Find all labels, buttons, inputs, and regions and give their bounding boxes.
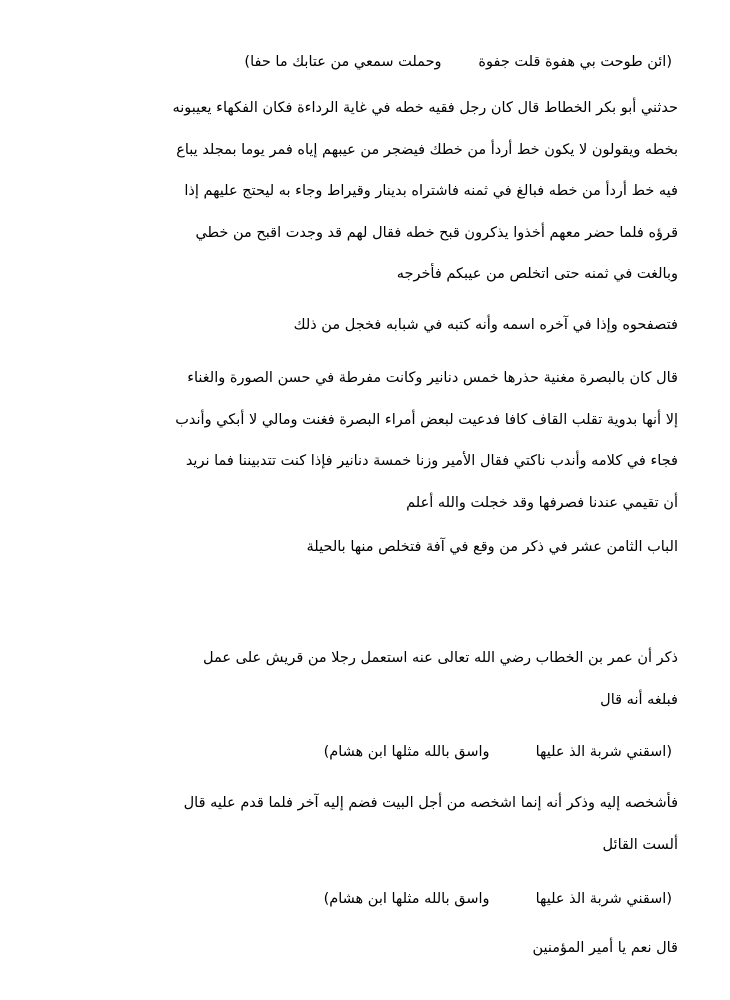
paragraph-umar xyxy=(38,638,678,721)
paragraph-tasaffahuhu xyxy=(38,305,678,347)
paragraph-line: حدثني أبو بكر الخطاط قال كان رجل فقيه خطه في غاية الرداءة فكان الفكهاء يعيبونه xyxy=(172,100,678,116)
paragraph-abu-bakr-khattat xyxy=(38,88,678,296)
chapter-title-text: الباب الثامن عشر في ذكر من وقع في آفة فتخلص منها بالحيلة xyxy=(306,539,678,555)
paragraph-line: قرؤه فلما حضر معهم أخذوا يذكرون قبح خطه فقال لهم قد وجدت اقبح من خطي xyxy=(195,224,678,241)
paragraph-line: فتصفحوه وإذا في آخره اسمه وأنه كتبه في شبابه فخجل من ذلك xyxy=(293,317,678,333)
paragraph-line: أن تقيمي عندنا فصرفها وقد خجلت والله أعلم xyxy=(406,494,678,511)
verse-line-2: (اسقني شربة الذ عليها واسق بالله مثلها ابن هشام) xyxy=(323,744,672,760)
paragraph-line: وبالغت في ثمنه حتى اتخلص من عيبكم فأخرجه xyxy=(396,266,678,282)
paragraph-line: فبلغه أنه قال xyxy=(600,691,678,708)
paragraph-line: فيه خط أردأ من خطه فبالغ في ثمنه فاشتراه بدينار وقيراط وجاء به ليحتج عليهم إذا xyxy=(184,183,678,199)
paragraph-line: إلا أنها بدوية تقلب القاف كافا فدعيت لبعض أمراء البصرة فغنت ومالي لا أبكي وأندب xyxy=(175,411,678,428)
paragraph-line: قال نعم يا أمير المؤمنين xyxy=(532,940,678,956)
paragraph-line: بخطه ويقولون لا يكون خط أردأ من خطك فيضجر من عيبهم إياه فمر يوما بمجلد يباع xyxy=(176,141,678,158)
paragraph-qala-naam xyxy=(38,928,678,970)
paragraph-line: ذكر أن عمر بن الخطاب رضي الله تعالى عنه استعمل رجلا من قريش على عمل xyxy=(203,650,678,666)
verse-line-3: (اسقني شربة الذ عليها واسق بالله مثلها ابن هشام) xyxy=(323,891,672,907)
paragraph-ashkhasahu xyxy=(38,783,678,866)
paragraph-line: ألست القائل xyxy=(602,836,678,853)
paragraph-basra-singer xyxy=(38,358,678,524)
chapter-title xyxy=(38,527,678,569)
verse-line-1: (ائن طوحت بي هفوة قلت جفوة وحملت سمعي من عتابك ما حفا) xyxy=(244,54,672,70)
paragraph-line: قال كان بالبصرة مغنية حذرها خمس دنانير وكانت مفرطة في حسن الصورة والغناء xyxy=(187,370,678,386)
paragraph-line: فأشخصه إليه وذكر أنه إنما اشخصه من أجل البيت فضم إليه آخر فلما قدم عليه قال xyxy=(183,795,678,811)
paragraph-line: فجاء في كلامه وأندب ناكتي فقال الأمير وزنا خمسة دنانير فإذا كنت تتدبيننا فما نريد xyxy=(185,453,678,469)
